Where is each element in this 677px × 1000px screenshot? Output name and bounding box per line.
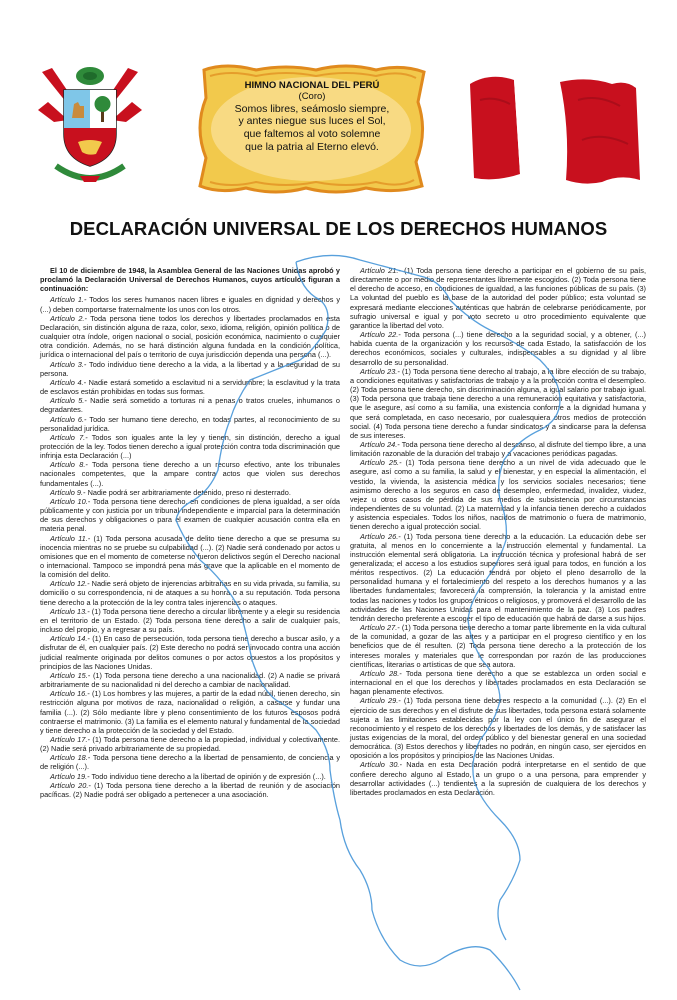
- article-paragraph: [40, 671, 340, 689]
- article-text: Toda persona tiene derecho al descanso, al disfrute del tiempo libre, a una limitación razonable de la duración del trabajo y a vacaciones periódicas pagadas.: [350, 439, 646, 459]
- article-text: (1) Toda persona tiene derecho a la educación. La educación debe ser gratuita, al menos en lo concerniente a la instrucción elemental y fundamental. La instrucción elemental será obligatoria. La instrucción técnica y profesional habrá de ser generalizada; el acceso a los estudios superiores será igual para todos, en función a los méritos respectivos. (2) La educación tendrá por objeto el pleno desarrollo de la personalidad humana y el fortalecimiento del respeto a los derechos humanos y a las libertades fundamentales; favorecerá la comprensión, la tolerancia y la amistad entre todas las naciones y todos los grupos étnicos o religiosos, y promoverá el desarrollo de las actividades de las Naciones Unidas para el mantenimiento de la paz. (3) Los padres tendrán derecho preferente a escoger el tipo de educación que habrá de darse a sus hijos.: [350, 531, 646, 623]
- right-column: [350, 266, 646, 797]
- article-heading: Artículo 29.-: [360, 696, 401, 706]
- left-articles-list: [40, 295, 340, 799]
- article-text: (1) Toda persona tiene derecho a la propiedad, individual y colectivamente. (2) Nadie será privado arbitrariamente de su propiedad.: [40, 734, 341, 754]
- article-text: (1) Toda persona tiene deberes respecto a la comunidad (...). (2) En el ejercicio de sus derechos y en el disfrute de sus libertades, toda persona estará solamente sujeta a las limitaciones establecidas por la ley con el único fin de asegurar el reconocimiento y el respeto de los derechos y libertades de los demás, y de satisfacer las justas exigencias de la moral, del orden público y del bienestar general en una sociedad democrática. (3) Estos derechos y libertades no podrán, en ningún caso, ser ejercidos en oposición a los propósitos y principios de las Naciones Unidas.: [350, 696, 647, 761]
- article-heading: Artículo 28.-: [360, 668, 402, 678]
- article-text: Nadie podrá ser arbitrariamente detenido, preso ni desterrado.: [87, 487, 291, 497]
- article-heading: Artículo 17.-: [50, 734, 90, 744]
- article-heading: Artículo 25.-: [360, 458, 402, 468]
- article-heading: Artículo 20.-: [50, 780, 91, 790]
- article-text: Toda persona tiene derecho, en condiciones de plena igualdad, a ser oída públicamente y con justicia por un tribunal independiente e imparcial para la determinación de sus derechos y obligaciones o para el examen de cualquier acusación contra ella en materia penal.: [40, 496, 341, 534]
- article-text: Nadie será sometido a torturas ni a penas o tratos crueles, inhumanos o degradantes.: [40, 396, 340, 415]
- article-heading: Artículo 4.-: [50, 377, 87, 387]
- hymn-text: [226, 80, 398, 153]
- article-text: Todo ser humano tiene derecho, en todas partes, al reconocimiento de su personalidad jurídica.: [40, 414, 340, 433]
- article-heading: Artículo 22.-: [360, 330, 401, 340]
- article-paragraph: [40, 396, 340, 414]
- article-paragraph: [40, 295, 340, 313]
- article-text: Todos los seres humanos nacen libres e iguales en dignidad y derechos y (...) deben comportarse fraternalmente los unos con los otros.: [40, 295, 340, 314]
- article-heading: Artículo 9.-: [50, 487, 86, 497]
- hymn-line: que faltemos al voto solemne: [243, 127, 381, 140]
- header-banner: [0, 0, 677, 210]
- article-paragraph: [40, 689, 340, 735]
- article-heading: Artículo 2.-: [50, 313, 87, 323]
- article-paragraph: [40, 753, 340, 771]
- article-paragraph: [40, 433, 340, 460]
- article-paragraph: [40, 497, 340, 534]
- article-text: Toda persona tiene derecho a un recurso efectivo, ante los tribunales nacionales competentes, que la ampare contra actos que violen sus derechos fundamentales (...).: [40, 460, 340, 488]
- article-text: Nadie será objeto de injerencias arbitrarias en su vida privada, su familia, su domicilio o su correspondencia, ni de ataques a su honra o a su reputación. Toda persona tiene derecho a la protección de la ley contra tales injerencias o ataques.: [40, 579, 341, 607]
- article-paragraph: [40, 415, 340, 433]
- article-heading: Artículo 15.-: [50, 670, 91, 680]
- hymn-line: que la patria al Eterno elevó.: [245, 140, 379, 153]
- hymn-title: HIMNO NACIONAL DEL PERÚ: [244, 80, 380, 91]
- article-text: Todo individuo tiene derecho a la libertad de opinión y de expresión (...).: [91, 771, 326, 781]
- article-paragraph: [40, 607, 340, 634]
- article-paragraph: [350, 696, 646, 760]
- article-heading: Artículo 3.-: [50, 359, 87, 369]
- article-text: Toda persona (...) tiene derecho a la seguridad social, y a obtener, (...) habida cuenta de la organización y los recursos de cada Estado, la satisfacción de los derechos económicos, sociales y culturales, indispensables a su dignidad y al libre desarrollo de su personalidad.: [350, 330, 646, 367]
- article-text: Todo individuo tiene derecho a la vida, a la libertad y a la seguridad de su persona.: [40, 359, 340, 378]
- hymn-line: y antes niegue sus luces el Sol,: [238, 115, 386, 128]
- article-text: (1) Toda persona tiene derecho a participar en el gobierno de su país, directamente o por medio de representantes libremente escogidos. (2) Toda persona tiene el derecho de acceso, en condiciones de igualdad, a las funciones públicas de su país. (3) La voluntad del pueblo es la base de la autoridad del poder público; esta voluntad se expresará mediante elecciones auténticas que habrán de celebrarse periódicamente, por sufragio universal e igual y por voto secreto u otro procedimiento equivalente que garantice la libertad del voto.: [350, 266, 646, 330]
- article-paragraph: [350, 532, 646, 624]
- article-heading: Artículo 8.-: [50, 460, 88, 470]
- article-heading: Artículo 30.-: [360, 760, 402, 770]
- article-heading: Artículo 26.-: [360, 531, 401, 541]
- article-text: (1) Toda persona tiene derecho a una nacionalidad. (2) A nadie se privará arbitrariamente de su nacionalidad ni del derecho a cambiar de nacionalidad.: [40, 670, 341, 690]
- article-paragraph: [40, 579, 340, 606]
- page-title: DECLARACIÓN UNIVERSAL DE LOS DERECHOS HUMANOS: [69, 218, 608, 239]
- article-paragraph: [350, 760, 646, 797]
- article-paragraph: [350, 266, 646, 330]
- article-heading: Artículo 11.-: [50, 533, 91, 543]
- article-paragraph: [350, 458, 646, 531]
- article-paragraph: [40, 378, 340, 396]
- article-heading: Artículo 6.-: [50, 414, 87, 424]
- article-heading: Artículo 27.-: [360, 623, 400, 633]
- article-text: (1) Toda persona tiene derecho a la libertad de reunión y de asociación pacíficas. (2) Nadie podrá ser obligado a pertenecer a una asociación.: [40, 780, 340, 799]
- article-paragraph: [350, 330, 646, 367]
- article-text: Todos son iguales ante la ley y tienen, sin distinción, derecho a igual protección de la ley. Todos tienen derecho a igual protección contra toda discriminación que infrinja esta Declaración (...): [40, 432, 340, 461]
- article-text: (1) En caso de persecución, toda persona tiene derecho a buscar asilo, y a disfrutar de él, en cualquier país. (2) Este derecho no podrá ser invocado contra una acción judicial realmente originada por delitos comunes o por actos opuestos a los propósitos y principios de las Naciones Unidas.: [40, 634, 340, 671]
- article-paragraph: [40, 735, 340, 753]
- article-paragraph: [40, 488, 340, 497]
- article-paragraph: [40, 634, 340, 671]
- article-text: (1) Toda persona tiene derecho a tomar parte libremente en la vida cultural de la comunidad, a gozar de las artes y a participar en el progreso científico y en los beneficios que de él resulten. (2) Toda persona tiene derecho a la protección de los intereses morales y materiales que le correspondan por razón de las producciones científicas, literarias o artísticas de que sea autora.: [350, 623, 647, 669]
- article-heading: Artículo 23.-: [360, 366, 400, 376]
- article-paragraph: [40, 772, 340, 781]
- article-heading: Artículo 7.-: [50, 432, 88, 442]
- article-paragraph: [40, 534, 340, 580]
- article-text: Nadie estará sometido a esclavitud ni a servidumbre; la esclavitud y la trata de esclavos están prohibidas en todas sus formas.: [40, 377, 340, 397]
- article-text: Toda persona tiene todos los derechos y libertades proclamados en esta Declaración, sin distinción alguna de raza, color, sexo, idioma, religión, opinión política o de cualquier otra índole, origen nacional o social, posición económica, nacimiento o cualquier otra condición. Además, no se hará distinción alguna fundada en la condición política, jurídica o internacional del país o territorio de cuya jurisdicción dependa una persona (...).: [40, 313, 340, 360]
- article-text: Nada en esta Declaración podrá interpretarse en el sentido de que confiere derecho alguno al Estado, a un grupo o a una persona, para emprender y desarrollar actividades (...) tendientes a la supresión de cualquiera de los derechos y libertades proclamados en esta Declaración.: [350, 760, 646, 797]
- article-heading: Artículo 21.-: [360, 266, 401, 275]
- hymn-scroll: [186, 62, 436, 196]
- article-heading: Artículo 1.-: [50, 295, 87, 305]
- article-heading: Artículo 19.-: [50, 771, 90, 781]
- article-heading: Artículo 24.-: [360, 439, 400, 449]
- article-text: (1) Toda persona acusada de delito tiene derecho a que se presuma su inocencia mientras no se pruebe su culpabilidad (...). (2) Nadie será condenado por actos u omisiones que en el momento de cometerse no fueron delictivos según el Derecho nacional o internacional. Tampoco se impondrá pena más grave que la aplicable en el momento de la comisión del delito.: [40, 533, 341, 580]
- article-heading: Artículo 16.-: [50, 689, 90, 699]
- article-paragraph: [40, 314, 340, 360]
- article-paragraph: [40, 781, 340, 799]
- article-heading: Artículo 5.-: [50, 396, 87, 406]
- hymn-subtitle: (Coro): [298, 91, 326, 103]
- right-articles-list: [350, 266, 646, 797]
- article-paragraph: [40, 360, 340, 378]
- article-text: (1) Toda persona tiene derecho a circular libremente y a elegir su residencia en el territorio de un Estado. (2) Toda persona tiene derecho a salir de cualquier país, incluso del propio, y a regresar a su país.: [40, 606, 340, 635]
- article-heading: Artículo 12.-: [50, 579, 90, 589]
- peru-coat-of-arms-icon: [34, 62, 146, 190]
- article-heading: Artículo 13.-: [50, 606, 90, 616]
- article-paragraph: [350, 669, 646, 696]
- hymn-line: Somos libres, seámoslo siempre,: [234, 102, 390, 115]
- peru-flag-icon: [470, 70, 640, 188]
- article-heading: Artículo 14.-: [50, 634, 90, 644]
- intro-paragraph: El 10 de diciembre de 1948, la Asamblea General de las Naciones Unidas aprobó y proclamó la Declaración Universal de Derechos Humanos, cuyos artículos figuran a continuación:: [40, 266, 340, 294]
- left-column: [40, 266, 340, 799]
- article-text: (1) Toda persona tiene derecho al trabajo, a la libre elección de su trabajo, a condiciones equitativas y satisfactorias de trabajo y a la protección contra el desempleo. (2) Toda persona tiene derecho, sin discriminación alguna, a igual salario por trabajo igual. (3) Toda persona que trabaja tiene derecho a una remuneración equitativa y satisfactoria, que le asegure, así como a su familia, una existencia conforme a la dignidad humana y que será completada, en caso necesario, por cualesquiera otros medios de protección social. (4) Toda persona tiene derecho a fundar sindicatos y a sindicarse para la defensa de sus intereses.: [350, 366, 646, 440]
- article-text: (1) Los hombres y las mujeres, a partir de la edad núbil, tienen derecho, sin restricción alguna por motivos de raza, nacionalidad o religión, a casarse y fundar una familia (...). (2) Sólo mediante libre y pleno consentimiento de los futuros esposos podrá contraerse el matrimonio. (3) La familia es el elemento natural y fundamental de la sociedad y tiene derecho a la protección de la sociedad y del Estado.: [40, 689, 341, 735]
- article-paragraph: [40, 460, 340, 487]
- article-text: Toda persona tiene derecho a la libertad de pensamiento, de conciencia y de religión (...).: [40, 753, 340, 772]
- article-paragraph: [350, 440, 646, 458]
- article-paragraph: [350, 367, 646, 440]
- article-text: (1) Toda persona tiene derecho a un nivel de vida adecuado que le asegure, así como a su familia, la salud y el bienestar, y en especial la alimentación, el vestido, la vivienda, la asistencia médica y los servicios sociales necesarios; tiene asimismo derecho a los seguros en caso de desempleo, enfermedad, invalidez, viudez, vejez u otros casos de pérdida de sus medios de subsistencia por circunstancias independientes de su voluntad. (2) La maternidad y la infancia tienen derecho a cuidados y asistencia especiales. Todos los niños, nacidos de matrimonio o fuera de matrimonio, tienen derecho a igual protección social.: [350, 458, 646, 532]
- article-heading: Artículo 10.-: [50, 496, 91, 506]
- article-text: Toda persona tiene derecho a que se establezca un orden social e internacional en el que los derechos y libertades proclamados en esta Declaración se hagan plenamente efectivos.: [350, 668, 646, 697]
- article-paragraph: [350, 623, 646, 669]
- article-heading: Artículo 18.-: [50, 753, 91, 763]
